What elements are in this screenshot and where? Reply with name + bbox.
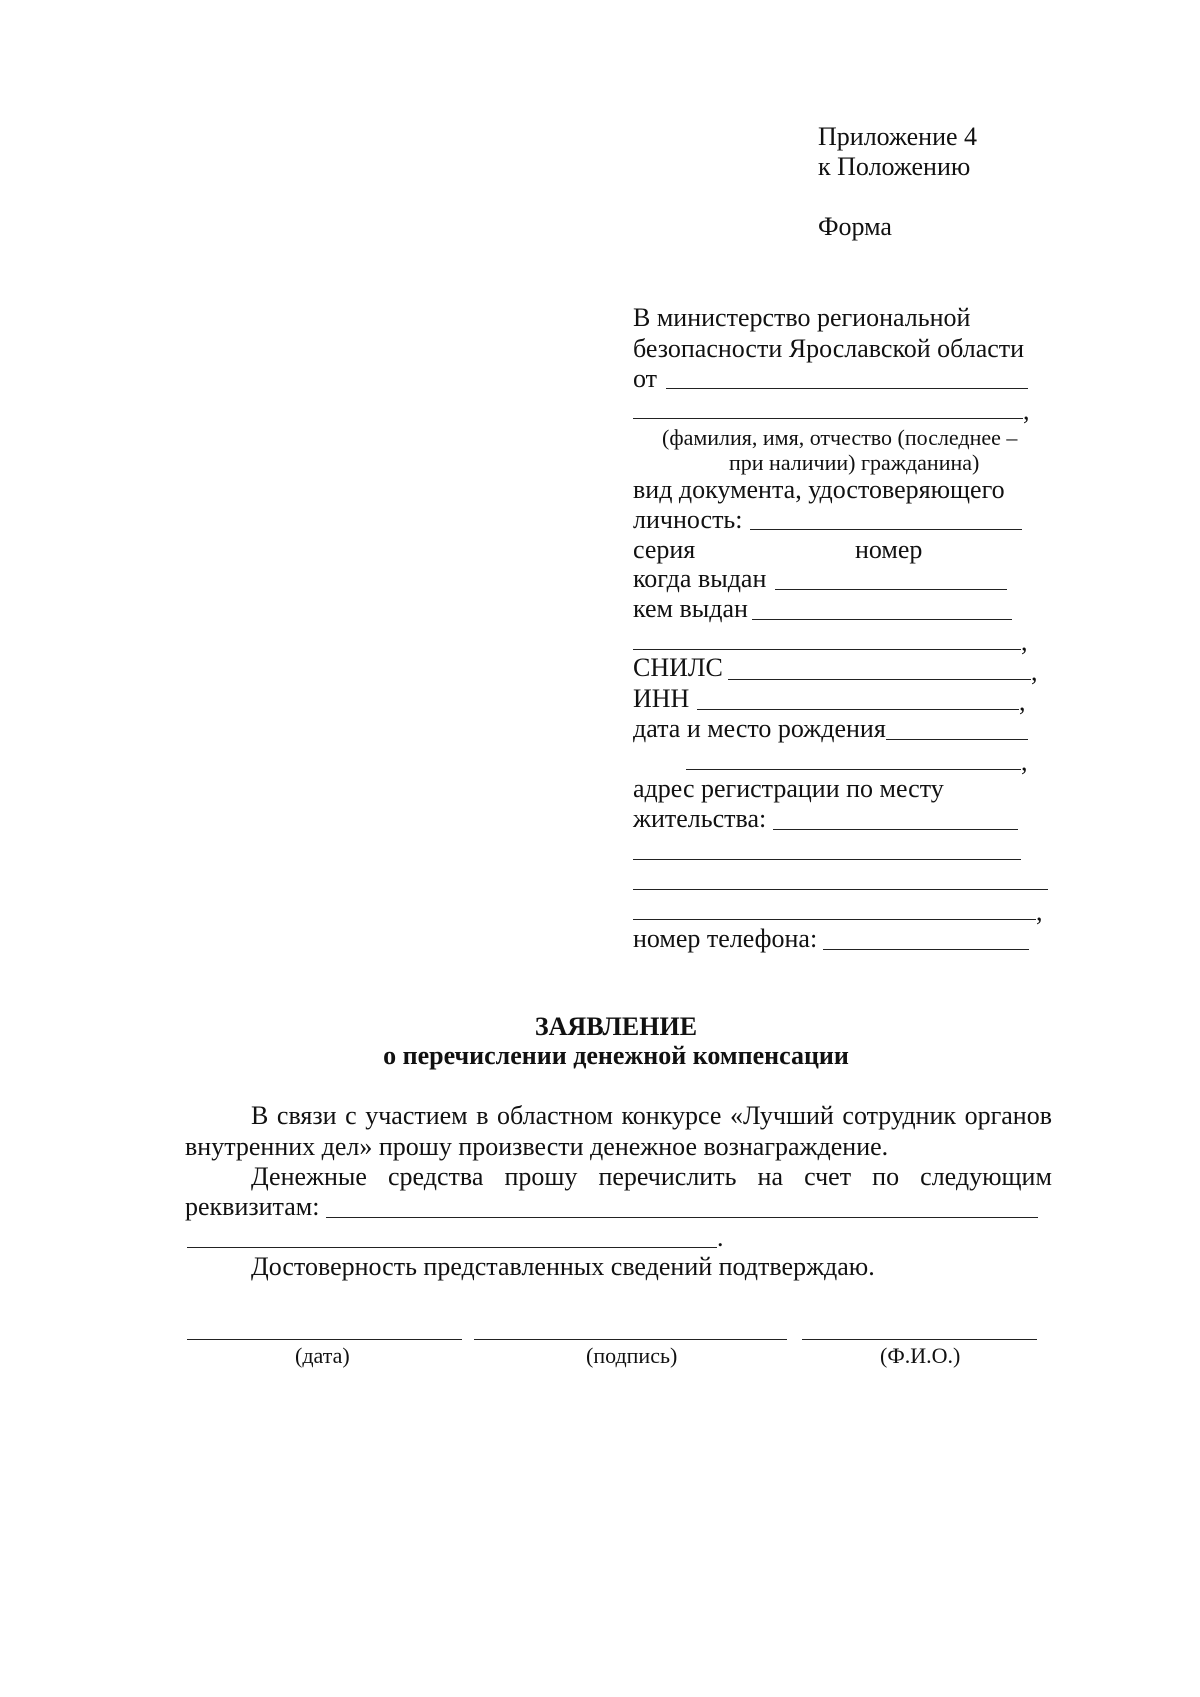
- word: на: [757, 1162, 783, 1191]
- full-name-field[interactable]: [633, 418, 1023, 419]
- appendix-regulation: к Положению: [818, 152, 971, 181]
- comma: ,: [1021, 627, 1028, 656]
- inn-label: ИНН: [633, 684, 690, 713]
- fio-field[interactable]: [802, 1339, 1037, 1340]
- word: по: [872, 1162, 900, 1191]
- word: органов: [964, 1101, 1052, 1130]
- fio-caption: (Ф.И.О.): [880, 1343, 961, 1368]
- requisites-field-2[interactable]: [187, 1247, 717, 1248]
- snils-label: СНИЛС: [633, 653, 723, 682]
- word: счет: [804, 1162, 852, 1191]
- document-title: ЗАЯВЛЕНИЕ: [534, 1012, 698, 1041]
- issued-when-label: когда выдан: [633, 564, 767, 593]
- addressee-line-1: В министерство региональной: [633, 303, 971, 332]
- snils-field[interactable]: [728, 679, 1031, 680]
- word: Денежные: [251, 1162, 367, 1191]
- period: .: [717, 1223, 724, 1252]
- birth-label: дата и место рождения: [633, 714, 886, 743]
- phone-field[interactable]: [823, 949, 1029, 950]
- paragraph-2-line-1: [251, 1164, 1052, 1190]
- word: перечислить: [598, 1162, 737, 1191]
- series-label: серия: [633, 535, 696, 564]
- paragraph-1-line-1: [251, 1103, 1052, 1129]
- signature-field[interactable]: [474, 1339, 787, 1340]
- word: с: [345, 1101, 357, 1130]
- comma: ,: [1019, 687, 1026, 716]
- word: В: [251, 1101, 269, 1130]
- word: «Лучший: [729, 1101, 834, 1130]
- word: прошу: [504, 1162, 578, 1191]
- address-field-2[interactable]: [633, 859, 1021, 860]
- number-label: номер: [855, 535, 923, 564]
- date-caption: (дата): [295, 1343, 350, 1368]
- address-field-3[interactable]: [633, 889, 1048, 890]
- phone-label: номер телефона:: [633, 924, 818, 953]
- word: связи: [276, 1101, 337, 1130]
- word: областном: [497, 1101, 613, 1130]
- address-label-1: адрес регистрации по месту: [633, 774, 944, 803]
- address-field-4[interactable]: [633, 919, 1036, 920]
- comma: ,: [1036, 897, 1043, 926]
- issued-when-field[interactable]: [775, 589, 1007, 590]
- appendix-number: Приложение 4: [818, 122, 978, 151]
- document-subtitle: о перечислении денежной компенсации: [383, 1041, 849, 1070]
- address-label-2: жительства:: [633, 804, 767, 833]
- fio-hint-line-2: при наличии) гражданина): [729, 450, 980, 475]
- address-field[interactable]: [773, 829, 1018, 830]
- paragraph-3: Достоверность представленных сведений подтверждаю.: [251, 1252, 875, 1281]
- from-label: от: [633, 364, 658, 393]
- addressee-line-2: безопасности Ярославской области: [633, 334, 1025, 363]
- word: сотрудник: [842, 1101, 957, 1130]
- birth-field-2[interactable]: [686, 769, 1021, 770]
- word: средства: [388, 1162, 484, 1191]
- id-document-field[interactable]: [750, 529, 1022, 530]
- requisites-field[interactable]: [326, 1217, 1038, 1218]
- comma: ,: [1021, 747, 1028, 776]
- issued-by-field[interactable]: [752, 619, 1012, 620]
- word: следующим: [920, 1162, 1052, 1191]
- comma: ,: [1023, 396, 1030, 425]
- word: конкурсе: [621, 1101, 722, 1130]
- paragraph-1-line-2: внутренних дел» прошу произвести денежное вознаграждение.: [185, 1132, 889, 1161]
- fio-hint-line-1: (фамилия, имя, отчество (последнее –: [662, 425, 1018, 450]
- issued-by-label: кем выдан: [633, 594, 748, 623]
- birth-field[interactable]: [886, 739, 1028, 740]
- requisites-label: реквизитам:: [185, 1192, 320, 1221]
- date-field[interactable]: [187, 1339, 462, 1340]
- word: в: [476, 1101, 489, 1130]
- inn-field[interactable]: [697, 709, 1019, 710]
- comma: ,: [1031, 657, 1038, 686]
- from-name-field[interactable]: [666, 388, 1028, 389]
- issued-by-field-2[interactable]: [633, 649, 1021, 650]
- word: участием: [365, 1101, 468, 1130]
- form-label: Форма: [818, 212, 892, 241]
- id-document-label-2: личность:: [633, 505, 743, 534]
- signature-caption: (подпись): [586, 1343, 678, 1368]
- id-document-label-1: вид документа, удостоверяющего: [633, 475, 1005, 504]
